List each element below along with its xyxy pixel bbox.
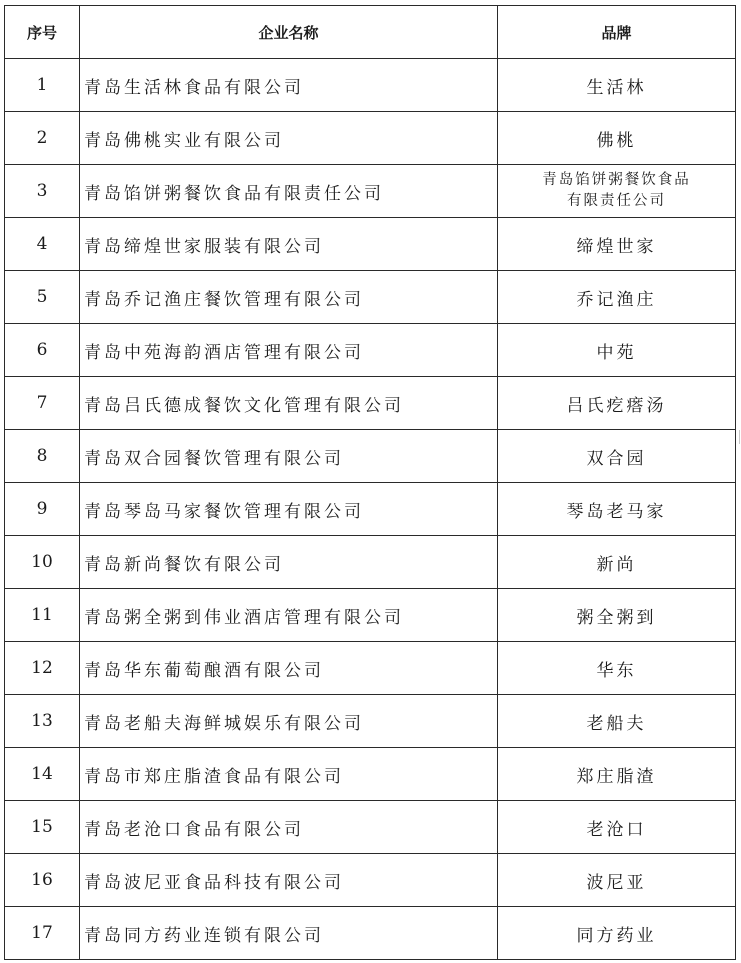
- brand-name: [498, 165, 736, 218]
- table-row: [5, 112, 736, 165]
- row-index: 13: [5, 695, 80, 748]
- header-index: 序号: [5, 6, 80, 59]
- edge-divider: [739, 430, 740, 444]
- brand-name-line1: 青岛馅饼粥餐饮食品: [542, 172, 691, 188]
- company-name: 青岛华东葡萄酿酒有限公司: [80, 642, 498, 695]
- company-name: 青岛乔记渔庄餐饮管理有限公司: [80, 271, 498, 324]
- brand-table: [4, 5, 736, 960]
- brand-name-line2: 有限责任公司: [567, 193, 666, 209]
- row-index: 4: [5, 218, 80, 271]
- brand-name: 老沧口: [498, 801, 736, 854]
- table-row: [5, 589, 736, 642]
- brand-name: 生活林: [498, 59, 736, 112]
- table-row: [5, 748, 736, 801]
- row-index: 15: [5, 801, 80, 854]
- company-name: 青岛双合园餐饮管理有限公司: [80, 430, 498, 483]
- table-row: [5, 324, 736, 377]
- row-index: 14: [5, 748, 80, 801]
- header-brand: 品牌: [498, 6, 736, 59]
- row-index: 9: [5, 483, 80, 536]
- company-name: 青岛老船夫海鲜城娱乐有限公司: [80, 695, 498, 748]
- row-index: 2: [5, 112, 80, 165]
- company-name: 青岛生活林食品有限公司: [80, 59, 498, 112]
- company-name: 青岛馅饼粥餐饮食品有限责任公司: [80, 165, 498, 218]
- row-index: 1: [5, 59, 80, 112]
- company-name: 青岛老沧口食品有限公司: [80, 801, 498, 854]
- row-index: 10: [5, 536, 80, 589]
- brand-name: 华东: [498, 642, 736, 695]
- brand-name: 新尚: [498, 536, 736, 589]
- row-index: 5: [5, 271, 80, 324]
- company-name: 青岛吕氏德成餐饮文化管理有限公司: [80, 377, 498, 430]
- brand-name: 中苑: [498, 324, 736, 377]
- company-name: 青岛新尚餐饮有限公司: [80, 536, 498, 589]
- company-name: 青岛市郑庄脂渣食品有限公司: [80, 748, 498, 801]
- row-index: 8: [5, 430, 80, 483]
- row-index: 11: [5, 589, 80, 642]
- brand-name: 老船夫: [498, 695, 736, 748]
- row-index: 7: [5, 377, 80, 430]
- company-name: 青岛缔煌世家服装有限公司: [80, 218, 498, 271]
- table-row: [5, 854, 736, 907]
- table-row: [5, 483, 736, 536]
- brand-name: 琴岛老马家: [498, 483, 736, 536]
- table-row: [5, 642, 736, 695]
- table-row: [5, 430, 736, 483]
- table-row: [5, 59, 736, 112]
- row-index: 6: [5, 324, 80, 377]
- table-row: [5, 377, 736, 430]
- brand-name: 郑庄脂渣: [498, 748, 736, 801]
- table-row: [5, 907, 736, 960]
- table-row: [5, 218, 736, 271]
- table-row: [5, 801, 736, 854]
- row-index: 17: [5, 907, 80, 960]
- brand-name: 吕氏疙瘩汤: [498, 377, 736, 430]
- brand-name: 佛桃: [498, 112, 736, 165]
- company-name: 青岛波尼亚食品科技有限公司: [80, 854, 498, 907]
- company-name: 青岛中苑海韵酒店管理有限公司: [80, 324, 498, 377]
- table-row: [5, 536, 736, 589]
- company-name: 青岛粥全粥到伟业酒店管理有限公司: [80, 589, 498, 642]
- header-company: 企业名称: [80, 6, 498, 59]
- table-row: [5, 271, 736, 324]
- header-row: [5, 6, 736, 59]
- company-name: 青岛琴岛马家餐饮管理有限公司: [80, 483, 498, 536]
- row-index: 12: [5, 642, 80, 695]
- brand-name: 同方药业: [498, 907, 736, 960]
- row-index: 16: [5, 854, 80, 907]
- brand-name: 波尼亚: [498, 854, 736, 907]
- brand-name: 粥全粥到: [498, 589, 736, 642]
- table-row: [5, 165, 736, 218]
- company-name: 青岛佛桃实业有限公司: [80, 112, 498, 165]
- company-name: 青岛同方药业连锁有限公司: [80, 907, 498, 960]
- brand-name: 缔煌世家: [498, 218, 736, 271]
- brand-name: 乔记渔庄: [498, 271, 736, 324]
- brand-name: 双合园: [498, 430, 736, 483]
- row-index: 3: [5, 165, 80, 218]
- table-row: [5, 695, 736, 748]
